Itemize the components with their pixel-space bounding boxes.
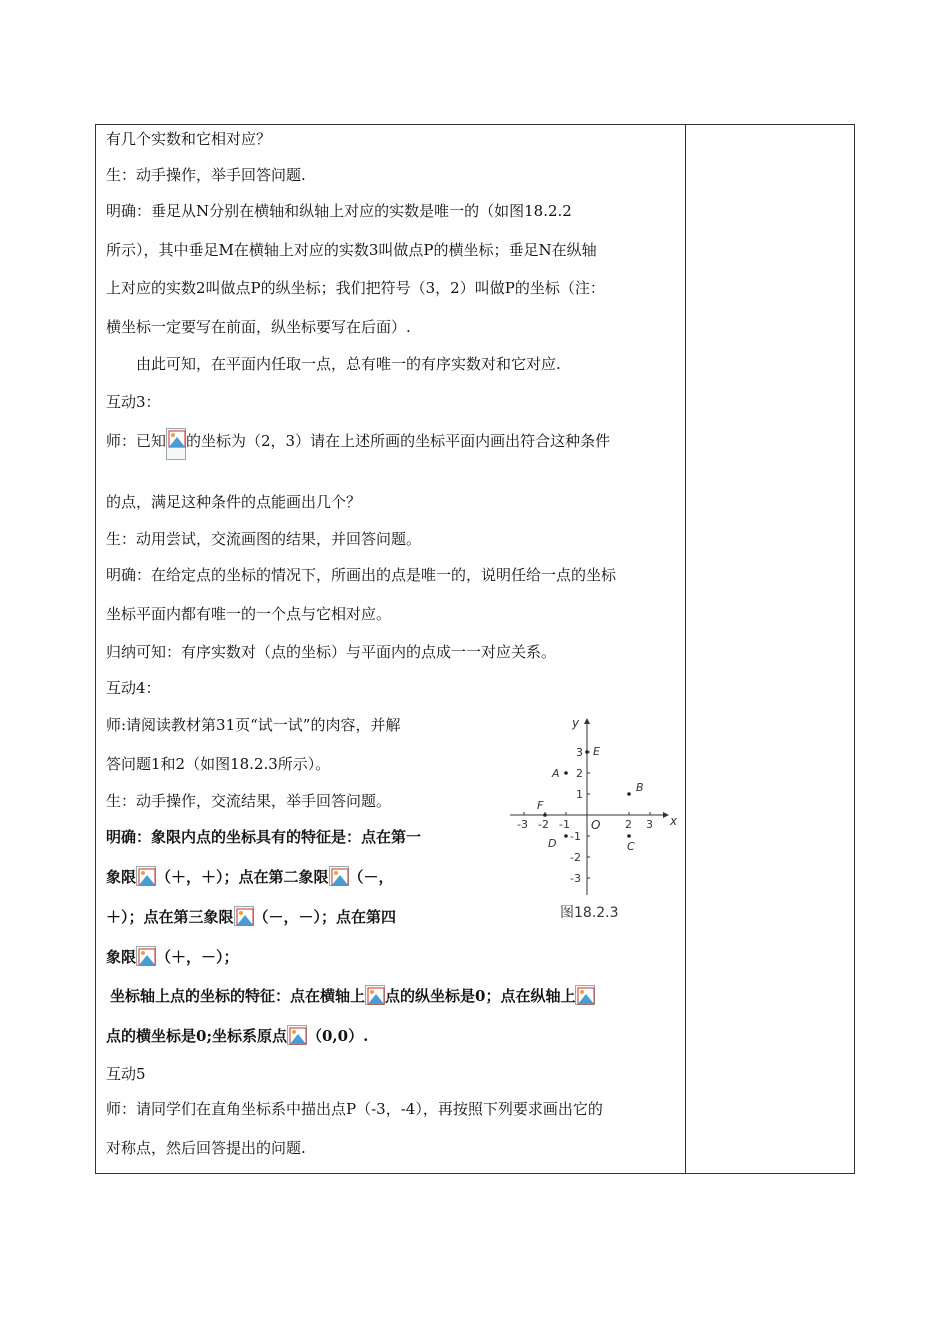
point-label-e: E — [593, 745, 600, 758]
text-line: 互动5 — [106, 1065, 146, 1083]
x-tick-label: 2 — [625, 818, 632, 831]
text-line: 师:请阅读教材第31页“试一试”的肉容，并解 — [106, 716, 401, 734]
text-segment: 师：已知 — [106, 432, 167, 450]
point-label-a: A — [552, 767, 560, 780]
text-line: 对称点，然后回答提出的问题. — [106, 1139, 306, 1157]
y-tick-label: 1 — [576, 788, 583, 801]
broken-image-icon — [365, 985, 385, 1005]
text-line — [106, 946, 239, 967]
figure-caption: 图18.2.3 — [560, 905, 619, 921]
text-segment: 象限 — [106, 868, 137, 886]
text-line: 明确：在给定点的坐标的情况下，所画出的点是唯一的，说明任给一点的坐标 — [106, 566, 617, 584]
text-line — [110, 985, 595, 1006]
text-segment: ＋）；点在第三象限 — [106, 908, 234, 926]
broken-image-icon — [136, 946, 156, 966]
text-line: 的点，满足这种条件的点能画出几个？ — [106, 493, 362, 511]
broken-image-icon — [136, 866, 156, 886]
text-line: 答问题1和2（如图18.2.3所示）。 — [106, 755, 331, 773]
y-tick-label: -2 — [570, 851, 581, 864]
text-line: 生：动手操作，举手回答问题. — [106, 166, 306, 184]
x-tick-label: -3 — [517, 818, 528, 831]
text-segment: 点的纵坐标是0；点在纵轴上 — [385, 987, 576, 1005]
x-tick-label: -2 — [538, 818, 549, 831]
lesson-table — [95, 124, 855, 1174]
x-tick-label: -1 — [559, 818, 570, 831]
point-label-d: D — [548, 837, 557, 850]
text-line: 坐标平面内都有唯一的一个点与它相对应。 — [106, 605, 392, 623]
text-line — [106, 428, 610, 460]
text-segment: 象限 — [106, 948, 137, 966]
broken-image-icon — [234, 906, 254, 926]
text-line: 所示），其中垂足M在横轴上对应的实数3叫做点P的横坐标；垂足N在纵轴 — [106, 241, 597, 259]
y-tick-label: 2 — [576, 767, 583, 780]
column-divider — [685, 125, 686, 1173]
text-line: 生：动用尝试，交流画图的结果，并回答问题。 — [106, 530, 422, 548]
text-segment: 坐标轴上点的坐标的特征：点在横轴上 — [110, 987, 366, 1005]
text-line: 互动3： — [106, 393, 161, 411]
text-segment: （－， — [348, 868, 394, 886]
broken-image-icon — [287, 1025, 307, 1045]
text-segment: （0,0）. — [306, 1027, 369, 1045]
text-line: 明确：象限内点的坐标具有的特征是：点在第一 — [106, 828, 422, 846]
broken-image-icon — [166, 428, 186, 460]
y-tick-label: -3 — [570, 872, 581, 885]
point-d — [564, 834, 568, 838]
y-axis-label: y — [572, 716, 580, 730]
x-tick-label: 3 — [646, 818, 653, 831]
text-segment: （＋，＋）；点在第二象限 — [156, 868, 329, 886]
point-f — [543, 813, 547, 817]
text-segment: 的坐标为（2，3）请在上述所画的坐标平面内画出符合这种条件 — [186, 432, 611, 450]
text-line: 明确：垂足从N分别在横轴和纵轴上对应的实数是唯一的（如图18.2.2 — [106, 202, 572, 220]
text-line: 有几个实数和它相对应？ — [106, 130, 272, 148]
text-segment: （－，－）；点在第四 — [253, 908, 397, 926]
text-line: 横坐标一定要写在前面，纵坐标要写在后面）. — [106, 318, 411, 336]
text-segment: （＋，－）； — [156, 948, 239, 966]
broken-image-icon — [575, 985, 595, 1005]
coordinate-figure — [508, 713, 678, 923]
broken-image-icon — [329, 866, 349, 886]
origin-label: O — [591, 818, 601, 832]
text-line — [106, 1025, 368, 1046]
text-line — [106, 906, 396, 927]
point-label-c: C — [627, 840, 635, 853]
text-line: 师：请同学们在直角坐标系中描出点P（-3，-4），再按照下列要求画出它的 — [106, 1100, 603, 1118]
point-label-f: F — [537, 799, 544, 812]
text-line: 生：动手操作，交流结果，举手回答问题。 — [106, 792, 392, 810]
x-axis-label: x — [670, 814, 678, 828]
point-c — [627, 834, 631, 838]
text-line: 由此可知，在平面内任取一点，总有唯一的有序实数对和它对应. — [136, 355, 561, 373]
point-label-b: B — [636, 781, 644, 794]
text-line — [106, 866, 394, 887]
y-tick-label: 3 — [576, 746, 583, 759]
text-line: 归纳可知：有序实数对（点的坐标）与平面内的点成一一对应关系。 — [106, 643, 557, 661]
point-a — [564, 771, 568, 775]
text-segment: 点的横坐标是0;坐标系原点 — [106, 1027, 287, 1045]
text-line: 互动4： — [106, 679, 161, 697]
text-line: 上对应的实数2叫做点P的纵坐标；我们把符号（3，2）叫做P的坐标（注： — [106, 279, 605, 297]
y-tick-label: -1 — [570, 830, 581, 843]
point-e — [585, 750, 589, 754]
point-b — [627, 792, 631, 796]
